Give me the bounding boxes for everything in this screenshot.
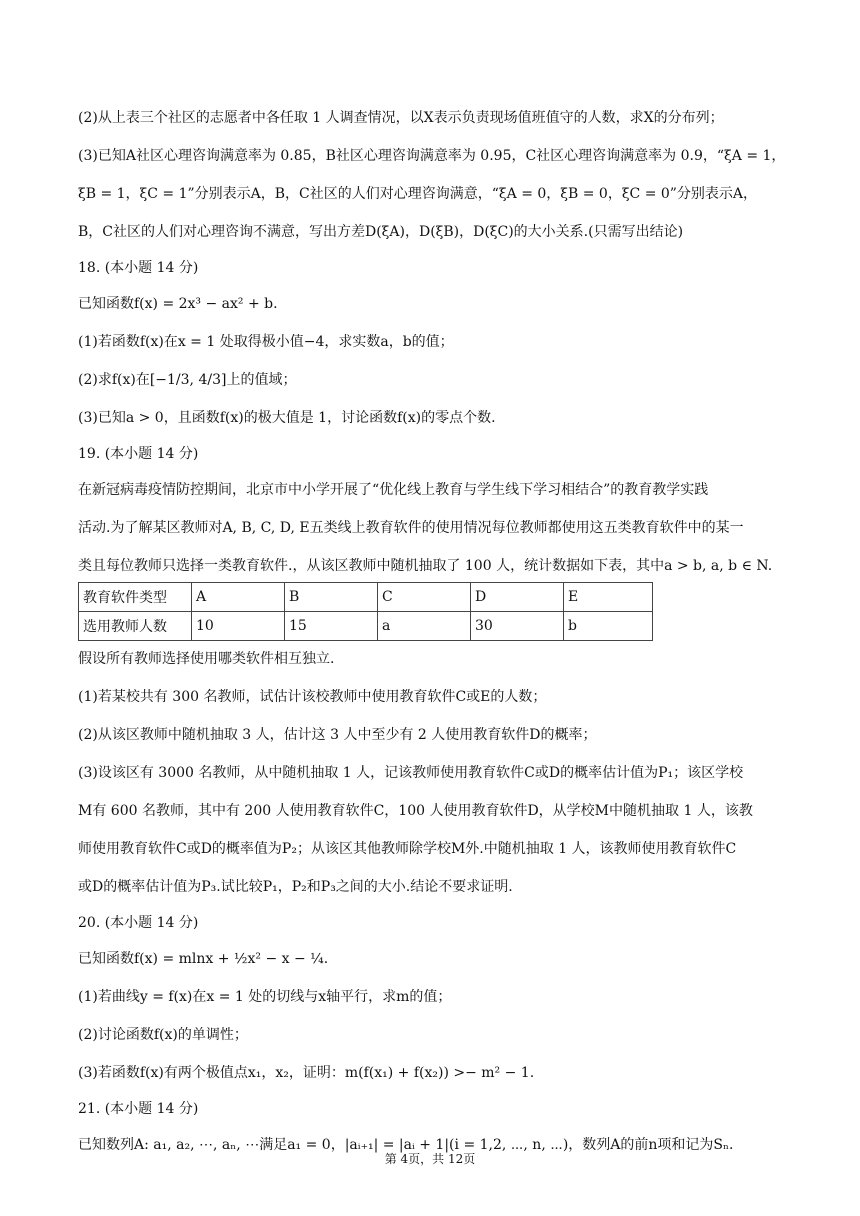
table-row [79, 612, 653, 641]
table-cell: 30 [471, 612, 564, 641]
page-content [78, 108, 790, 1155]
text-line: 已知数列A: a₁, a₂, ⋯, aₙ, ⋯满足a₁ = 0，|aᵢ₊₁| = |aᵢ + 1|(i = 1,2, ⋯, n, ⋯)，数列A的前n项和记为Sₙ. [78, 1137, 734, 1153]
text-line: (3)已知a > 0，且函数f(x)的极大值是 1，讨论函数f(x)的零点个数. [78, 410, 496, 426]
text-line: (1)若函数f(x)在x = 1 处取得极小值−4，求实数a，b的值； [78, 334, 454, 350]
text-line: (3)若函数f(x)有两个极值点x₁，x₂，证明：m(f(x₁) + f(x₂)) >− m² − 1. [78, 1065, 535, 1081]
text-line: 活动.为了解某区教师对A, B, C, D, E五类线上教育软件的使用情况每位教师都使用这五类教育软件中的某一 [78, 520, 744, 536]
text-line: 已知函数f(x) = 2x³ − ax² + b. [78, 296, 278, 312]
text-line: (2)讨论函数f(x)的单调性； [78, 1027, 248, 1043]
text-line: 在新冠病毒疫情防控期间，北京市中小学开展了“优化线上教育与学生线下学习相结合”的教育教学实践 [78, 482, 709, 498]
table-cell: 选用教师人数 [79, 612, 192, 641]
software-usage-table [78, 582, 653, 641]
text-line: (1)若某校共有 300 名教师，试估计该校教师中使用教育软件C或E的人数； [78, 689, 547, 705]
table-cell: B [285, 583, 378, 612]
text-line: 或D的概率估计值为P₃.试比较P₁，P₂和P₃之间的大小.结论不要求证明. [78, 879, 513, 895]
text-line: (3)已知A社区心理咨询满意率为 0.85，B社区心理咨询满意率为 0.95，C社区心理咨询满意率为 0.9，“ξA = 1， [78, 148, 786, 164]
question-21-heading: 21. (本小题 14 分) [78, 1101, 199, 1117]
table-cell: a [378, 612, 471, 641]
question-20-heading: 20. (本小题 14 分) [78, 915, 199, 931]
text-line: B，C社区的人们对心理咨询不满意，写出方差D(ξA)，D(ξB)，D(ξC)的大小关系.(只需写出结论) [78, 224, 684, 240]
text-line: ξB = 1，ξC = 1”分别表示A，B，C社区的人们对心理咨询满意，“ξA = 0，ξB = 0，ξC = 0”分别表示A， [78, 186, 758, 202]
text-line: (2)求f(x)在[−1/3, 4/3]上的值域； [78, 372, 297, 388]
text-line: (3)设该区有 3000 名教师，从中随机抽取 1 人，记该教师使用教育软件C或D的概率估计值为P₁；该区学校 [78, 765, 744, 781]
table-cell: 15 [285, 612, 378, 641]
table-cell: E [564, 583, 653, 612]
text-line: (1)若曲线y = f(x)在x = 1 处的切线与x轴平行，求m的值； [78, 989, 452, 1005]
text-line: 师使用教育软件C或D的概率值为P₂；从该区其他教师除学校M外.中随机抽取 1 人，该教师使用教育软件C [78, 841, 737, 857]
page-footer: 第 4页，共 12页 [384, 1152, 476, 1166]
text-line: (2)从上表三个社区的志愿者中各任取 1 人调查情况，以X表示负责现场值班值守的人数，求X的分布列； [78, 110, 724, 126]
table-row [79, 583, 653, 612]
text-line: 已知函数f(x) = mlnx + ½x² − x − ¼. [78, 951, 329, 967]
text-line: M有 600 名教师，其中有 200 人使用教育软件C，100 人使用教育软件D，从学校M中随机抽取 1 人，该教 [78, 803, 753, 819]
table-cell: b [564, 612, 653, 641]
table-cell: 教育软件类型 [79, 583, 192, 612]
question-19-heading: 19. (本小题 14 分) [78, 446, 199, 462]
table-cell: C [378, 583, 471, 612]
question-18-heading: 18. (本小题 14 分) [78, 260, 199, 276]
table-cell: D [471, 583, 564, 612]
text-line: (2)从该区教师中随机抽取 3 人，估计这 3 人中至少有 2 人使用教育软件D的概率； [78, 727, 597, 743]
table-cell: A [192, 583, 285, 612]
table-cell: 10 [192, 612, 285, 641]
text-line: 假设所有教师选择使用哪类软件相互独立. [78, 651, 335, 667]
text-line: 类且每位教师只选择一类教育软件.，从该区教师中随机抽取了 100 人，统计数据如下表，其中a > b, a, b ∈ N. [78, 558, 773, 574]
